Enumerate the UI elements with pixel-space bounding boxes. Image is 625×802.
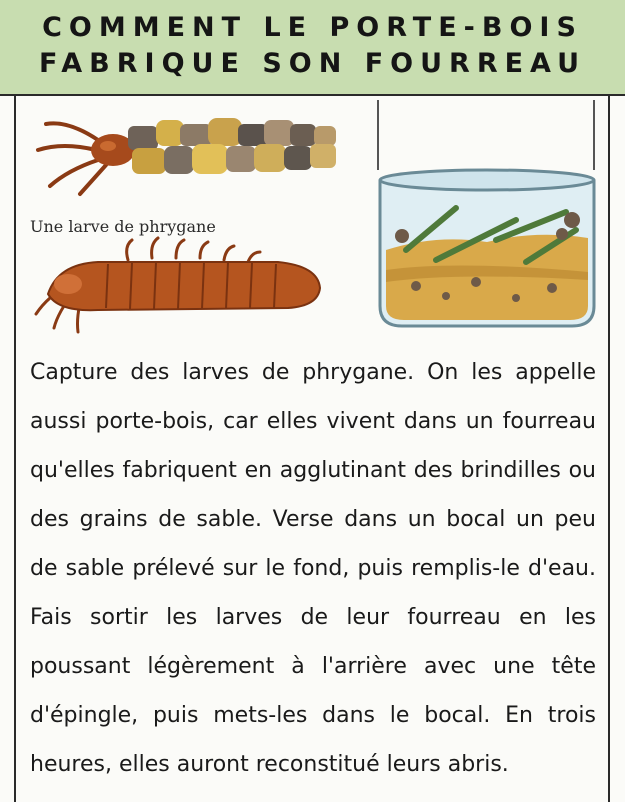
title-line-1: COMMENT LE PORTE-BOIS	[42, 12, 583, 43]
caddisfly-larva-in-case-icon	[28, 110, 348, 200]
title-line-2: FABRIQUE SON FOURREAU	[38, 48, 587, 79]
frame-right-border	[608, 96, 610, 802]
caddisfly-larva-icon	[28, 236, 328, 336]
illustration-caption: Une larve de phrygane	[30, 217, 216, 236]
glass-jar-icon	[376, 100, 598, 332]
title-banner	[0, 0, 625, 96]
frame-left-border	[14, 96, 16, 802]
instructions-paragraph: Capture des larves de phrygane. On les appelle aussi porte-bois, car elles vivent dans un fourreau qu'elles fabriquent en agglutinant des brindilles ou des grains de sable. Verse dans un bocal un peu de sable prélevé sur le fond, puis remplis-le d'eau. Fais sortir les larves de leur fourreau en les poussant légèrement à l'arrière avec une tête d'épingle, puis mets-les dans le bocal. En trois heures, elles auront reconstitué leurs abris.	[30, 360, 596, 777]
